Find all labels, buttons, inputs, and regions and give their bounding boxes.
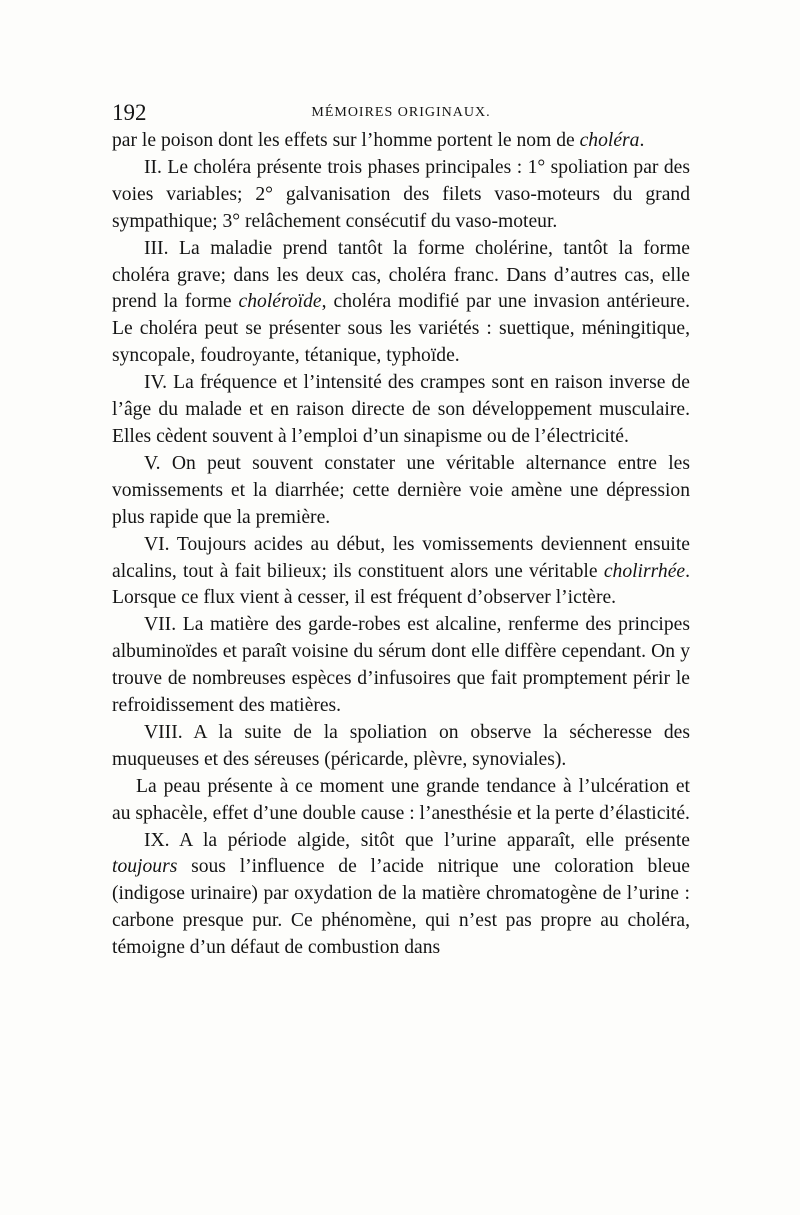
paragraph-iii <box>112 236 690 371</box>
text-run: II. Le choléra présente trois phases principales : 1° spoliation par des voies variables; 2° galvanisation des filets vaso-moteurs du grand sympathique; 3° relâchement consécutif du vaso-moteur. <box>112 156 690 232</box>
running-title: MÉMOIRES ORIGINAUX. <box>311 105 491 120</box>
text-run: , choléra modifié par une invasion antérieure. Le choléra peut se présenter sous les variétés : suettique, méningitique, syncopale, foudroyante, tétanique, typhoïde. <box>112 291 690 367</box>
text-run: VII. La matière des garde-robes est alcaline, renferme des principes albuminoïdes et paraît voisine du sérum dont elle diffère cependant. On y trouve de nombreuses espèces d’infusoires que fait promptement périr le refroidissement des matières. <box>112 614 690 717</box>
text-run: III. La maladie prend tantôt la forme cholérine, tantôt la forme choléra grave; dans les deux cas, choléra franc. Dans d’autres cas, elle prend la forme <box>112 237 690 313</box>
page-header <box>112 99 690 127</box>
italic-term: toujours <box>112 856 178 878</box>
body-text <box>112 128 690 962</box>
paragraph-ii <box>112 155 690 236</box>
paragraph-viii <box>112 720 690 774</box>
italic-term: choléroïde <box>238 291 322 313</box>
text-run: . <box>639 130 645 151</box>
text-run: VI. Toujours acides au début, les vomissements deviennent ensuite alcalins, tout à fait bilieux; ils constituent alors une véritable <box>112 533 690 582</box>
paragraph-vi <box>112 532 690 613</box>
paragraph-v <box>112 451 690 532</box>
italic-term: cholirrhée <box>603 560 686 582</box>
text-run: V. On peut souvent constater une véritable alternance entre les vomissements et la diarrhée; cette dernière voie amène une dépression plus rapide que la première. <box>112 452 690 528</box>
page-number: 192 <box>112 100 147 125</box>
text-run: VIII. A la suite de la spoliation on observe la sécheresse des muqueuses et des séreuses (péricarde, plèvre, synoviales). <box>112 721 690 770</box>
text-run: IX. A la période algide, sitôt que l’urine apparaît, elle présente <box>144 829 690 851</box>
text-run: La peau présente à ce moment une grande tendance à l’ulcération et au sphacèle, effet d’une double cause : l’anesthésie et la perte d’élasticité. <box>112 775 690 824</box>
italic-term: choléra <box>579 130 640 151</box>
paragraph-iv <box>112 370 690 451</box>
text-run: . Lorsque ce flux vient à cesser, il est fréquent d’observer l’ictère. <box>112 560 690 609</box>
text-run: sous l’influence de l’acide nitrique une coloration bleue (indigose urinaire) par oxydation de la matière chromatogène de l’urine : carbone presque pur. Ce phénomène, qui n’est pas propre au choléra, témoigne d’un défaut de combustion dans <box>112 856 690 959</box>
paragraph-ix <box>112 828 690 963</box>
text-run: par le poison dont les effets sur l’homme portent le nom de <box>112 130 580 151</box>
paragraph-vii <box>112 612 690 720</box>
paragraph-continuation <box>112 128 690 155</box>
text-run: IV. La fréquence et l’intensité des crampes sont en raison inverse de l’âge du malade et en raison directe de son développement musculaire. Elles cèdent souvent à l’emploi d’un sinapisme ou de l’électricité. <box>112 372 690 447</box>
paragraph-peau <box>112 774 690 828</box>
